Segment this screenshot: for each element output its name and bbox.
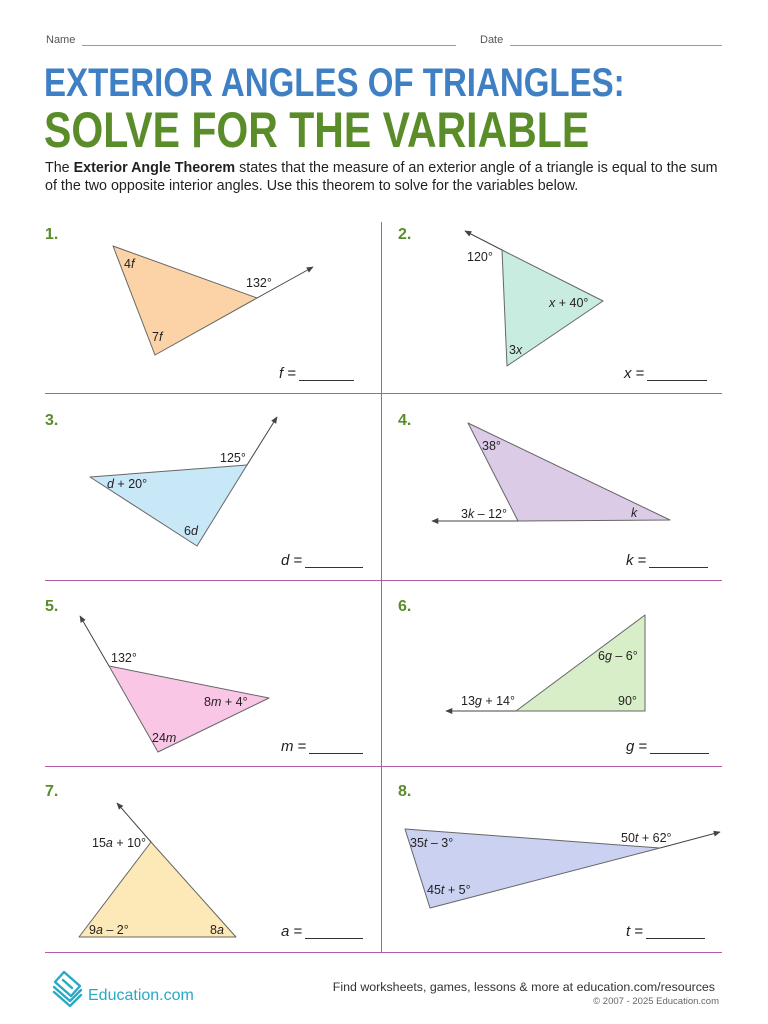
problem-number: 6.: [398, 598, 412, 615]
problem-6: [398, 598, 709, 755]
extended-side-arrow: [80, 616, 109, 666]
interior-angle-label: 24m: [152, 731, 177, 745]
answer-label: a =: [281, 923, 303, 940]
triangle: [109, 666, 269, 752]
problem-number: 1.: [45, 226, 59, 243]
answer-label: f =: [279, 365, 297, 382]
exterior-angle-label: 132°: [111, 651, 137, 665]
interior-angle-label: 8m + 4°: [204, 695, 248, 709]
interior-angle-label: 7f: [152, 330, 163, 344]
education-logo-text: Education.com: [88, 987, 194, 1004]
answer-label: d =: [281, 552, 303, 569]
problem-8: [398, 783, 720, 940]
copyright-text: © 2007 - 2025 Education.com: [593, 996, 719, 1007]
triangle: [113, 246, 257, 355]
problem-5: [45, 598, 363, 755]
name-label: Name: [46, 34, 76, 46]
interior-angle-label: 6g – 6°: [598, 649, 638, 663]
interior-angle-label: 4f: [124, 257, 135, 271]
title-line-2: SOLVE FOR THE VARIABLE: [44, 102, 590, 158]
answer-label: k =: [626, 552, 647, 569]
interior-angle-label: 9a – 2°: [89, 923, 129, 937]
problem-1: [45, 226, 354, 382]
intro-text: states that the measure of an exterior angle of a triangle is equal to the sum of the two opposite interior angles. Use this theorem to solve for the variables below.: [45, 160, 718, 194]
interior-angle-label: 38°: [482, 439, 501, 453]
problem-number: 7.: [45, 783, 59, 800]
problem-number: 2.: [398, 226, 412, 243]
interior-angle-label: k: [631, 506, 638, 520]
answer-label: x =: [624, 365, 645, 382]
interior-angle-label: 8a: [210, 923, 224, 937]
interior-angle-label: 45t + 5°: [427, 883, 471, 897]
intro-lead: The: [45, 160, 74, 176]
exterior-angle-label: 120°: [467, 250, 493, 264]
problem-number: 5.: [45, 598, 59, 615]
problem-number: 3.: [45, 412, 59, 429]
interior-angle-label: d + 20°: [107, 477, 148, 491]
extended-side-arrow: [247, 417, 277, 465]
extended-side-arrow: [465, 231, 502, 250]
problem-number: 4.: [398, 412, 412, 429]
interior-angle-label: 90°: [618, 694, 637, 708]
answer-label: m =: [281, 738, 307, 755]
problem-number: 8.: [398, 783, 412, 800]
exterior-angle-label: 132°: [246, 276, 272, 290]
interior-angle-label: 35t – 3°: [410, 836, 454, 850]
title-line-1: EXTERIOR ANGLES OF TRIANGLES:: [44, 61, 625, 105]
theorem-term: Exterior Angle Theorem: [73, 160, 236, 176]
problem-4: [398, 412, 708, 569]
problem-7: [45, 783, 363, 940]
interior-angle-label: x + 40°: [549, 296, 589, 310]
exterior-angle-label: 15a + 10°: [92, 836, 147, 850]
answer-label: t =: [626, 923, 644, 940]
exterior-angle-label: 13g + 14°: [461, 694, 516, 708]
exterior-angle-label: 125°: [220, 451, 246, 465]
interior-angle-label: 3x: [509, 343, 523, 357]
education-logo-icon: [50, 969, 86, 1007]
exterior-angle-label: 3k – 12°: [461, 507, 508, 521]
interior-angle-label: 6d: [184, 524, 198, 538]
problem-2: [398, 226, 707, 382]
exterior-angle-label: 50t + 62°: [621, 831, 672, 845]
problem-3: [45, 412, 363, 569]
footer-resources-text: Find worksheets, games, lessons & more at education.com/resources: [332, 980, 715, 994]
date-label: Date: [480, 34, 504, 46]
answer-label: g =: [626, 738, 648, 755]
